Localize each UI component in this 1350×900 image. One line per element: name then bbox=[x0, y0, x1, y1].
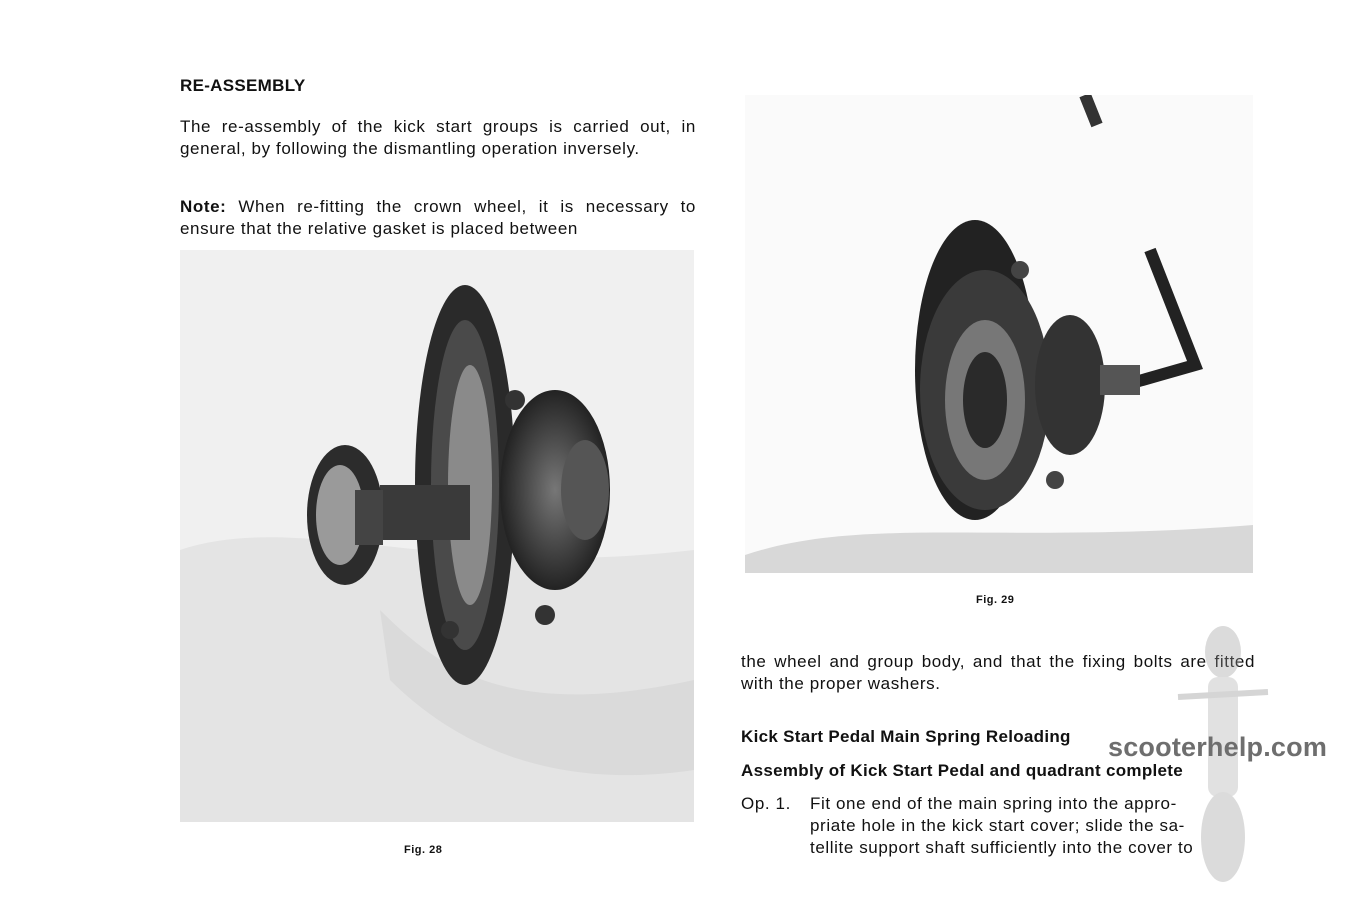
watermark-text: scooterhelp.com bbox=[1108, 732, 1328, 762]
sub-heading-pedal-assembly: Assembly of Kick Start Pedal and quadrant complete bbox=[741, 761, 1183, 780]
figure-29-photo bbox=[745, 95, 1253, 573]
kick-start-cover-illustration bbox=[745, 95, 1253, 573]
note-paragraph bbox=[180, 196, 696, 240]
op-1-label: Op. 1. bbox=[741, 794, 791, 813]
paragraph-continuation: the wheel and group body, and that the fixing bolts are fitted with the proper washers. bbox=[741, 652, 1255, 693]
note-text: When re-fitting the crown wheel, it is necessary to ensure that the relative gasket is placed between bbox=[180, 197, 696, 238]
op-1-text-line-3: tellite support shaft sufficiently into the cover to bbox=[810, 838, 1194, 857]
figure-29-caption: Fig. 29 bbox=[976, 594, 1015, 606]
paragraph-reassembly: The re-assembly of the kick start groups is carried out, in general, by following the dismantling operation inversely. bbox=[180, 117, 696, 158]
figure-28-caption: Fig. 28 bbox=[404, 844, 443, 856]
figure-28-photo bbox=[180, 250, 694, 822]
note-label: Note: bbox=[180, 197, 227, 216]
section-heading-spring-reloading: Kick Start Pedal Main Spring Reloading bbox=[741, 727, 1071, 746]
op-1-text-line-2: priate hole in the kick start cover; slide the sa- bbox=[810, 816, 1185, 835]
kick-start-assembly-illustration bbox=[180, 250, 694, 822]
op-1-text-line-1: Fit one end of the main spring into the appro- bbox=[810, 794, 1177, 813]
section-heading-reassembly: RE-ASSEMBLY bbox=[180, 76, 306, 95]
